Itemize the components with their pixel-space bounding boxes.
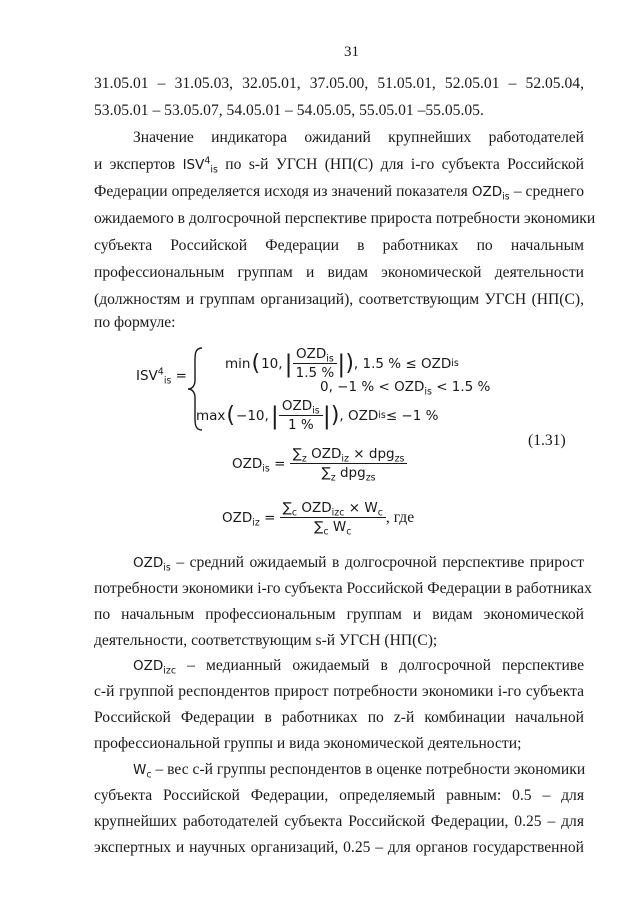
- page-number: 31: [344, 44, 359, 60]
- def2-line-2: с-й группой респондентов прирост потребности экономики i-го субъекта: [94, 683, 584, 700]
- para1-line-5: субъекта Российской Федерации в работниках по начальным: [94, 237, 584, 254]
- def3-line-3: крупнейших работодателей субъекта Российской Федерации, 0.25 – для: [94, 813, 584, 830]
- def3-line-2: субъекта Российской Федерации, определяемый равным: 0.5 – для: [94, 787, 584, 804]
- def3-line-1: $W_c$ – вес с-й группы респондентов в оценке потребности экономики: [133, 761, 586, 781]
- equation-number: (1.31): [528, 432, 566, 449]
- def3-line-4: экспертных и научных организаций, 0.25 – для органов государственной: [94, 839, 584, 856]
- def1-line-3: по начальным профессиональным группам и видам экономической: [94, 606, 584, 623]
- formula-row-3: max ( −10, | $\frac{OZD_{is}}{1 \%}$ | ) , OZD is ≤ −1 %: [196, 398, 439, 433]
- para1-line-3: Федерации определяется исходя из значений показателя $OZD_{is}$ – среднего: [94, 183, 584, 203]
- para1-line-6: профессиональным группам и видам экономической деятельности: [94, 264, 584, 281]
- para1-line-2: и экспертов $ISV^4_{is}$ по s-й УГСН (НП(С) для i-го субъекта Российской: [94, 155, 584, 176]
- formula-lhs: $ISV^4_{is}$ =: [136, 366, 187, 387]
- def2-line-1: $OZD_{izc}$ – медианный ожидаемый в долгосрочной перспективе: [133, 657, 584, 677]
- para1-line-4: ожидаемого в долгосрочной перспективе прироста потребности экономики: [94, 210, 596, 227]
- intro-line-1: 31.05.01 – 31.05.03, 32.05.01, 37.05.00, 51.05.01, 52.05.01 – 52.05.04,: [94, 75, 584, 92]
- def1-line-2: потребности экономики i-го субъекта Российской Федерации в работниках: [94, 580, 592, 597]
- def1-line-4: деятельности, соответствующим s-й УГСН (НП(С);: [94, 632, 438, 649]
- formula-row-1: min ( 10, | $\frac{OZD_{is}}{1.5 \%}$ | ) , 1.5 % ≤ OZD is: [225, 346, 459, 381]
- intro-line-2: 53.05.01 – 53.05.07, 54.05.01 – 54.05.05, 55.05.01 –55.05.05.: [94, 102, 484, 119]
- formula-row-2: 0, −1 % < $OZD_{is} < 1.5$ %: [320, 379, 491, 398]
- def2-line-4: профессиональной группы и вида экономической деятельности;: [94, 735, 522, 752]
- para1-line-8: по формуле:: [94, 314, 176, 331]
- ozd-is-equation: $OZD_{is}$ = $\frac{\sum_z OZD_{iz} \times dpg_{zs}}{\sum_z dpg_{zs}}$: [232, 446, 407, 481]
- def2-line-3: Российской Федерации в работниках по z-й комбинации начальной: [94, 709, 584, 726]
- para1-line-7: (должностям и группам организаций), соответствующим УГСН (НП(С),: [94, 291, 584, 308]
- ozd-iz-equation: $OZD_{iz}$ = $\frac{\sum_c OZD_{izc} \times W_c}{\sum_c W_c}$ , где: [222, 500, 415, 538]
- def1-line-1: $OZD_{is}$ – средний ожидаемый в долгосрочной перспективе прирост: [133, 554, 584, 574]
- para1-line-1: Значение индикатора ожиданий крупнейших работодателей: [133, 129, 584, 146]
